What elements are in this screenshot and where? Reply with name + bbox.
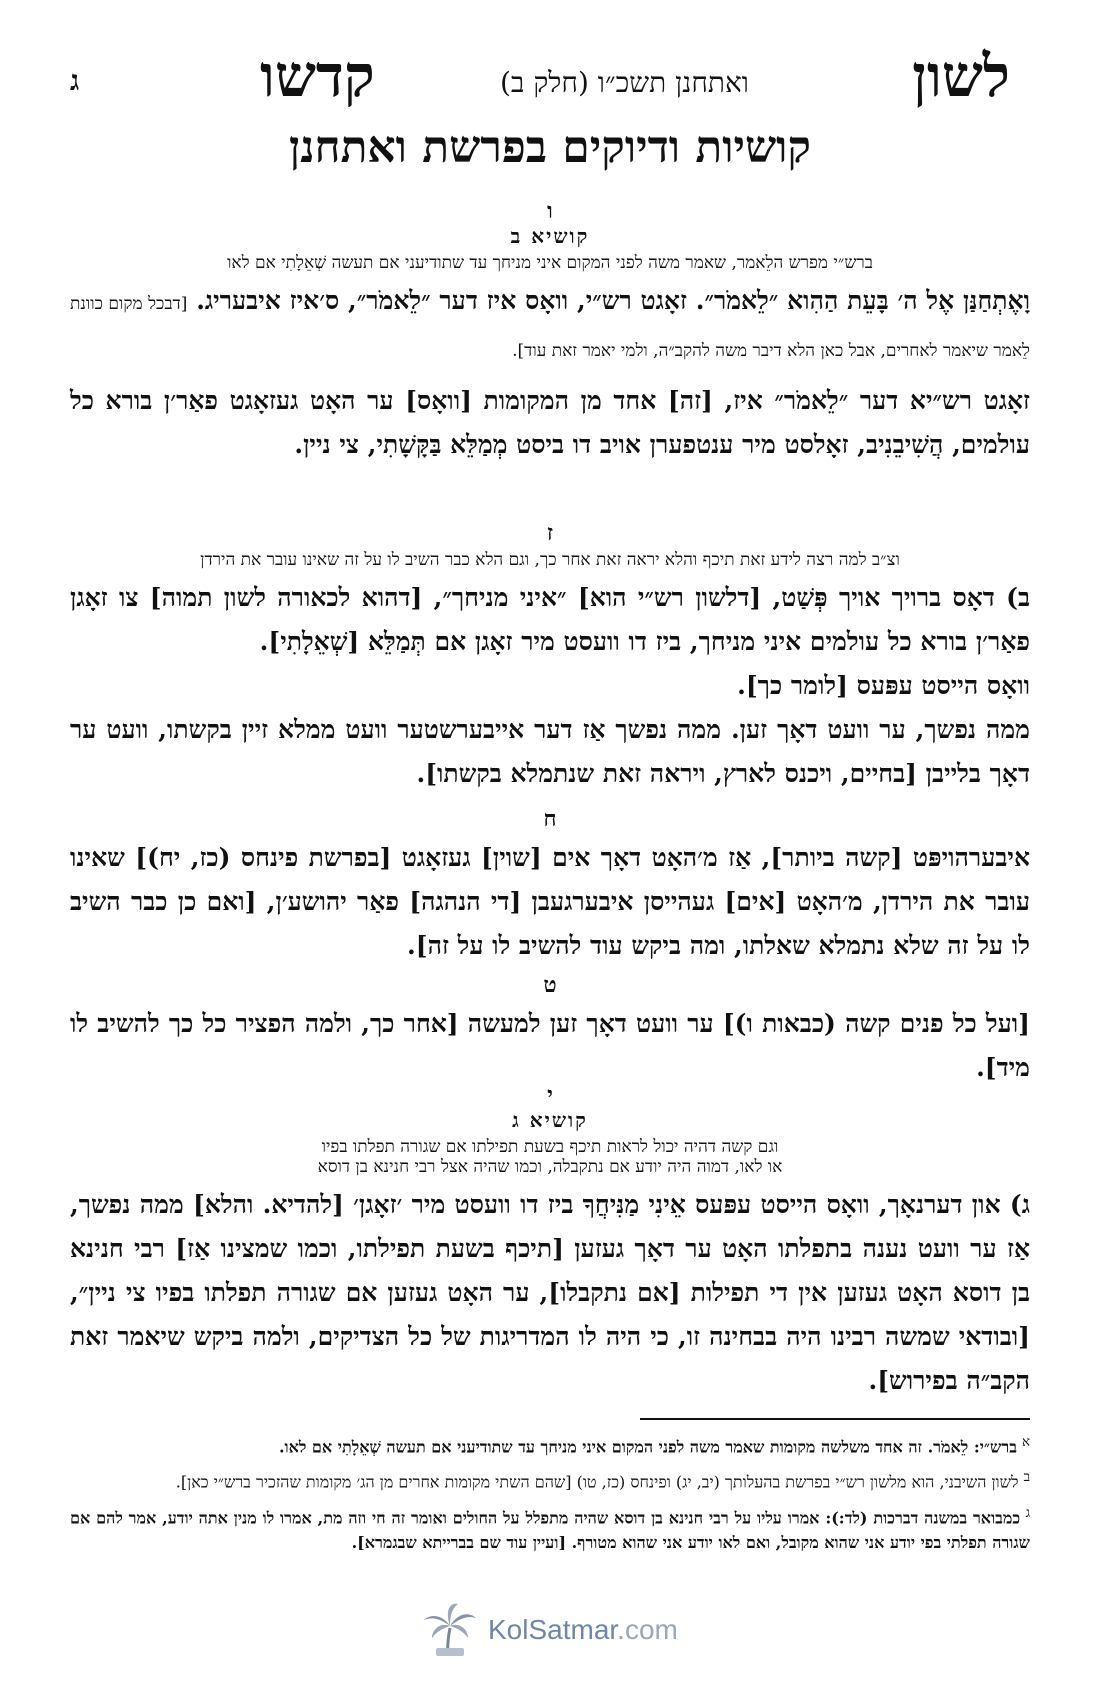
paragraph-text: איבערהויפּט [קשה ביותר], אַז מ׳האָט דאָך אים [שוין] געזאָגט [בפרשת פינחס (כז, יח)] שאינו עובר את הירדן, מ׳האָט [אים] געהייסן איבערגעבן [די הנהגה] פאַר יהושע׳ן, [ואם כן כבר השיב לו על זה שלא נתמלא שאלתו, ומה ביקש עוד להשיב לו על זה]. xyxy=(70,843,1030,960)
footnote xyxy=(70,1465,1030,1494)
section-letter: ו xyxy=(547,198,553,224)
main-title: קושיות ודיוקים בפרשת ואתחנן xyxy=(289,122,811,173)
section-summary: וצ״ב למה רצה לידע זאת תיכף והלא יראה זאת אחר כך, וגם הלא כבר השיב לו על זה שאינו עובר את הירדן xyxy=(200,550,900,570)
kushia-heading: קושיא ג xyxy=(512,1108,588,1132)
paragraph-text: ממה נפשך, ער וועט דאָך זען. ממה נפשך אַז דער אייבערשטער וועט ממלא זיין בקשתו, וועט ער דאָך בלייבן [בחיים, ויכנס לארץ, ויראה זאת שנתמלא בקשתו]. xyxy=(70,715,1030,788)
watermark-domain: .com xyxy=(617,1614,678,1645)
paragraph-text: ג) און דערנאָך, וואָס הייסט עפּעס אֵינִי מַנִּיחֲךָ ביז דו וועסט מיר ׳זאָגן׳ [להדיא. והלא] ממה נפשך, אַז ער וועט נענה בתפלתו האָט ער דאָך געזען [תיכף בשעת תפילתו, וכמו שמצינו אַז] רבי חנינא בן דוסא האָט געזען אין די תפילות [אם נתקבלו], ער האָט געזען אם שגורה תפלתו בפיו צי ניין״, [ובודאי שמשה רבינו היה בבחינה זו, כי היה לו המדריגות של כל הצדיקים, ולמה ביקש שיאמר זאת הקב״ה בפירוש]. xyxy=(70,1190,1030,1395)
footnotes xyxy=(70,1430,1030,1555)
section-tet xyxy=(70,972,1030,1090)
footnote-marker: א xyxy=(1022,1435,1030,1450)
palm-tree-icon xyxy=(420,1600,480,1660)
section-letter: ז xyxy=(546,520,554,546)
header-title-right: לשון xyxy=(912,42,1010,110)
section-letter: י xyxy=(547,1082,553,1108)
section-summary: או לאו, דמוה היה יודע אם נתקבלה, וכמו שהיה אצל רבי חנינא בן דוסא xyxy=(317,1157,783,1177)
page-header xyxy=(60,42,1040,112)
section-summary: ברש״י מפרש הלֵאמר, שאמר משה לפני המקום איני מניחך עד שתודיעני אם תעשה שְׁאֵלָתִי אם לאו xyxy=(227,253,873,273)
footnote xyxy=(70,1430,1030,1459)
section-yud xyxy=(70,1082,1030,1403)
footnote-divider xyxy=(640,1418,1030,1420)
parsha-info: ואתחנן תשכ״ו (חלק ב) xyxy=(500,66,749,99)
paragraph-text: וואָס הייסט עפּעס [לומר כך]. xyxy=(737,671,1030,700)
footnote-marker: ב xyxy=(1023,1470,1030,1486)
paragraph-text: זאָגט רש״יא דער ״לֵאמֹר״ איז, [זה] אחד מן המקומות [וואָס] ער האָט געזאָגט פאַר׳ן בורא כל עולמים, הֲשִׁיבֵנִיב, זאָלסט מיר ענטפערן אויב דו ביסט מְמַלֵּא בַּקָּשָׁתִי, צי ניין. xyxy=(70,386,1030,459)
section-vav xyxy=(70,198,1030,467)
paragraph-text: [ועל כל פנים קשה (כבאות ו)] ער וועט דאָך זען למעשה [אחר כך, ולמה הפציר כל כך להשיב לו מיד]. xyxy=(70,1009,1030,1082)
kushia-heading: קושיא ב xyxy=(510,224,590,248)
footnote-text: כמבואר במשנה דברכות (לד:): אמרו עליו על רבי חנינא בן דוסא שהיה מתפלל על החולים ואומר זה חי וזה מת, אמרו לו מנין אתה יודע, אמר להם אם שגורה תפלתי בפי יודע אני שהוא מקובל, ואם לאו יודע אני שהוא מטורף. [ועיין עוד שם בברייתא שבגמרא]. xyxy=(70,1507,1030,1552)
footnote xyxy=(70,1501,1030,1555)
footnote-marker: ג xyxy=(1025,1505,1031,1521)
footnote-text: לשון השיבני, הוא מלשון רש״י בפרשת בהעלותך (יב, יג) ופינחס (כז, טו) [שהם השתי מקומות אחרים מן הג׳ מקומות שהזכיר ברש״י כאן]. xyxy=(175,1472,1019,1492)
footnote-text: ברש״י: לֵאמֹר. זה אחד משלשה מקומות שאמר משה לפני המקום איני מניחך עד שתודיעני אם תעשה שְׁאֵלָתִי אם לאו. xyxy=(278,1437,1017,1457)
paragraph-text: ב) דאָס ברויך אויך פְּשַׁט, [דלשון רש״י הוא] ״איני מניחך״, [דהוא לכאורה לשון תמוה] צו זאָגן פאַר׳ן בורא כל עולמים איני מניחך, ביז דו וועסט מיר זאָגן אם תְּמַלֵּא [שְׁאֵלָתִי]. xyxy=(70,583,1030,656)
bracket-comment: [דבכל מקום כוונת לֵאמר שיאמר לאחרים, אבל כאן הלא דיבר משה להקב״ה, ולמי יאמר זאת עוד]. xyxy=(70,294,1030,361)
section-chet xyxy=(70,806,1030,968)
header-title-left: קדשו xyxy=(260,42,375,110)
watermark-text xyxy=(488,1614,678,1646)
watermark-brand: KolSatmar xyxy=(488,1614,618,1645)
section-letter: ט xyxy=(543,972,557,998)
paragraph-text: וָאֶתְחַנַּן אֶל ה׳ בָּעֵת הַהִוא ״לֵאמֹר״. זאָגט רש״י, וואָס איז דער ״לֵאמֹר״, ס׳איז איבעריג. xyxy=(196,286,1030,315)
section-letter: ח xyxy=(543,806,557,832)
section-summary: וגם קשה דהיה יכול לראות תיכף בשעת תפילתו אם שגורה תפלתו בפיו xyxy=(321,1137,779,1157)
page-number: ג xyxy=(70,64,80,97)
section-zayin xyxy=(70,520,1030,796)
